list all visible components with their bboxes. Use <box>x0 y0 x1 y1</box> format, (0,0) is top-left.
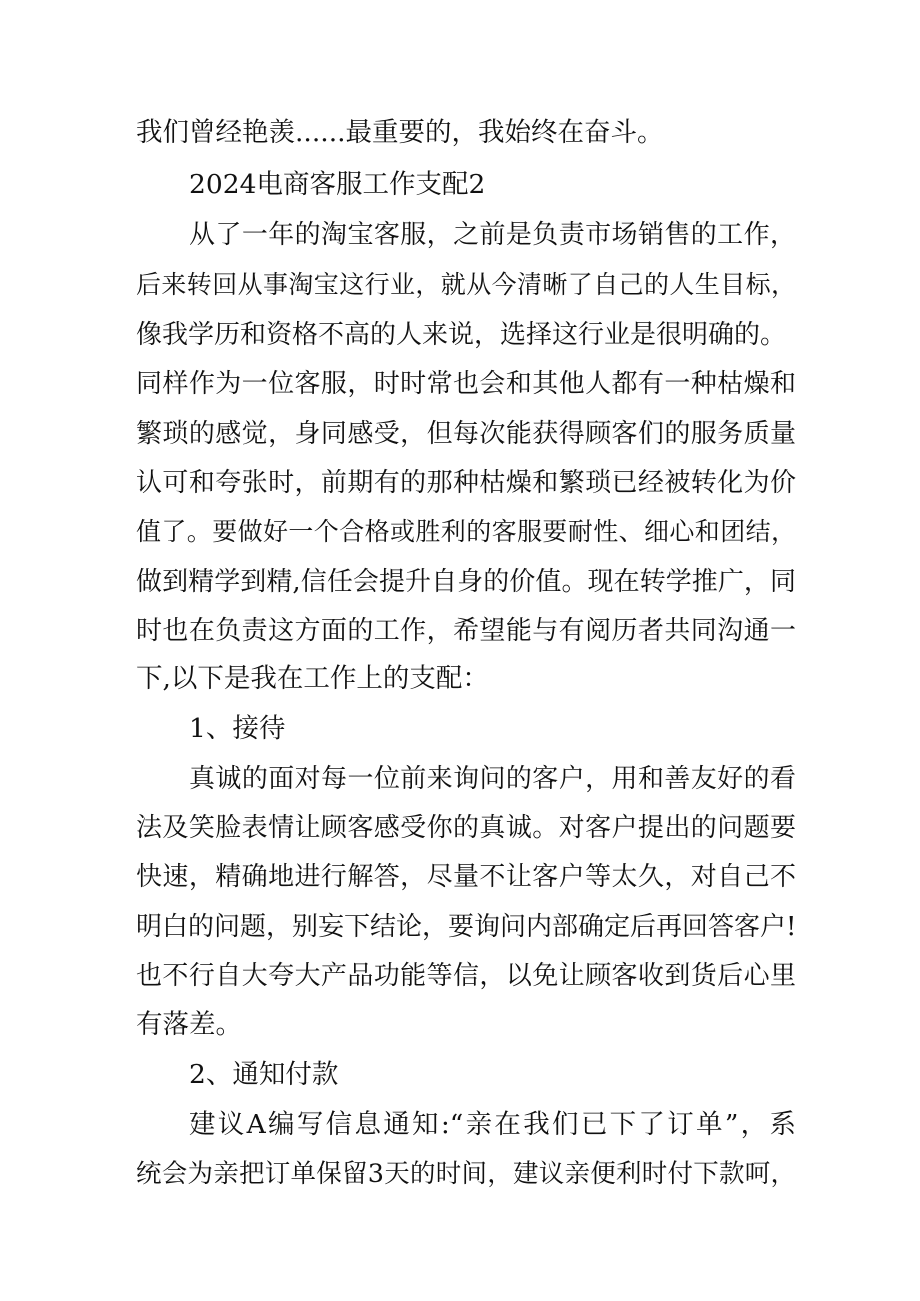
section-heading: 1、接待 <box>189 713 286 744</box>
paragraph-line: 认可和夸张时，前期有的那种枯燥和繁琐已经被转化为价 <box>136 468 796 498</box>
paragraph-line: 做到精学到精,信任会提升自身的价值。现在转学推广，同 <box>136 567 796 597</box>
paragraph-line: 也不行自大夸大产品功能等信，以免让顾客收到货后心里 <box>136 961 796 991</box>
paragraph-line: 下,以下是我在工作上的支配： <box>136 663 489 694</box>
paragraph-line: 建议A编写信息通知:“亲在我们已下了订单”，系 <box>189 1109 796 1140</box>
paragraph-line: 值了。要做好一个合格或胜利的客服要耐性、细心和团结， <box>136 517 796 546</box>
paragraph-line: 有落差。 <box>136 1009 242 1040</box>
paragraph-line: 从了一年的淘宝客服，之前是负责市场销售的工作， <box>189 220 796 250</box>
section-heading: 2、通知付款 <box>189 1059 339 1090</box>
paragraph-line: 像我学历和资格不高的人来说，选择这行业是很明确的。 <box>136 320 787 350</box>
paragraph-line: 快速，精确地进行解答，尽量不让客户等太久，对自己不 <box>136 862 796 892</box>
paragraph-line: 真诚的面对每一位前来询问的客户，用和善友好的看 <box>189 764 796 794</box>
paragraph-line: 法及笑脸表情让顾客感受你的真诚。对客户提出的问题要 <box>136 813 796 843</box>
paragraph-line: 繁琐的感觉，身同感受，但每次能获得顾客们的服务质量 <box>136 419 796 449</box>
paragraph-line: 明白的问题，别妄下结论，要询问内部确定后再回答客户! <box>136 912 797 942</box>
paragraph-line: 同样作为一位客服，时时常也会和其他人都有一种枯燥和 <box>136 369 796 399</box>
paragraph-line: 后来转回从事淘宝这行业，就从今清晰了自己的人生目标， <box>136 270 796 299</box>
section-heading: 2024电商客服工作支配2 <box>189 169 486 200</box>
paragraph-line: 时也在负责这方面的工作，希望能与有阅历者共同沟通一 <box>136 616 796 646</box>
paragraph-line: 我们曾经艳羡......最重要的，我始终在奋斗。 <box>136 117 664 148</box>
paragraph-line: 统会为亲把订单保留3天的时间，建议亲便利时付下款呵， <box>136 1159 796 1189</box>
